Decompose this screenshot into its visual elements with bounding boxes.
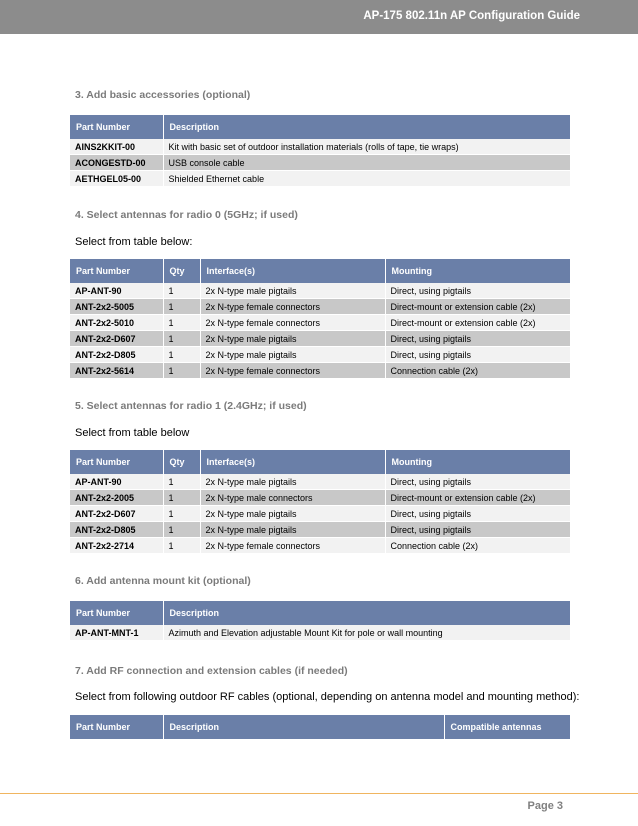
table-row	[70, 299, 570, 315]
interface-cell: 2x N-type male pigtails	[200, 331, 385, 347]
mounting-cell: Direct, using pigtails	[385, 506, 570, 522]
column-header: Description	[163, 115, 570, 139]
part-number-cell: ANT-2x2-5005	[70, 299, 163, 315]
description-cell: Kit with basic set of outdoor installation materials (rolls of tape, tie wraps)	[163, 139, 570, 155]
mounting-cell: Connection cable (2x)	[385, 363, 570, 379]
interface-cell: 2x N-type male pigtails	[200, 347, 385, 363]
page-number: Page 3	[527, 800, 563, 812]
part-number-cell: AP-ANT-90	[70, 474, 163, 490]
section-4-title: 4. Select antennas for radio 0 (5GHz; if used)	[75, 209, 298, 221]
column-header: Interface(s)	[200, 259, 385, 283]
part-number-cell: ACONGESTD-00	[70, 155, 163, 171]
section-7-intro: Select from following outdoor RF cables (optional, depending on antenna model and mounting method):	[75, 691, 580, 703]
description-cell: Azimuth and Elevation adjustable Mount Kit for pole or wall mounting	[163, 625, 570, 641]
qty-cell: 1	[163, 490, 200, 506]
mounting-cell: Direct-mount or extension cable (2x)	[385, 299, 570, 315]
description-cell: Shielded Ethernet cable	[163, 171, 570, 187]
mounting-cell: Direct, using pigtails	[385, 522, 570, 538]
table-row	[70, 331, 570, 347]
table-row	[70, 474, 570, 490]
part-number-cell: AP-ANT-MNT-1	[70, 625, 163, 641]
qty-cell: 1	[163, 363, 200, 379]
radio0-antenna-table	[70, 259, 570, 379]
interface-cell: 2x N-type female connectors	[200, 315, 385, 331]
rf-cables-table	[70, 715, 570, 739]
interface-cell: 2x N-type male connectors	[200, 490, 385, 506]
qty-cell: 1	[163, 506, 200, 522]
part-number-cell: AETHGEL05-00	[70, 171, 163, 187]
column-header: Mounting	[385, 259, 570, 283]
table-header-row	[70, 259, 570, 283]
interface-cell: 2x N-type male pigtails	[200, 522, 385, 538]
mounting-cell: Direct, using pigtails	[385, 283, 570, 299]
section-5-intro: Select from table below	[75, 427, 190, 439]
column-header: Mounting	[385, 450, 570, 474]
table-row	[70, 347, 570, 363]
part-number-cell: ANT-2x2-D607	[70, 331, 163, 347]
section-5-title: 5. Select antennas for radio 1 (2.4GHz; if used)	[75, 400, 307, 412]
column-header: Description	[163, 715, 444, 739]
table-row	[70, 625, 570, 641]
mounting-cell: Direct-mount or extension cable (2x)	[385, 490, 570, 506]
column-header: Qty	[163, 259, 200, 283]
part-number-cell: AP-ANT-90	[70, 283, 163, 299]
footer-divider	[0, 793, 638, 794]
column-header: Part Number	[70, 115, 163, 139]
section-7-title: 7. Add RF connection and extension cables (if needed)	[75, 665, 348, 677]
column-header: Description	[163, 601, 570, 625]
table-row	[70, 139, 570, 155]
table-header-row	[70, 715, 570, 739]
part-number-cell: ANT-2x2-D607	[70, 506, 163, 522]
column-header: Part Number	[70, 259, 163, 283]
interface-cell: 2x N-type male pigtails	[200, 283, 385, 299]
interface-cell: 2x N-type female connectors	[200, 538, 385, 554]
qty-cell: 1	[163, 331, 200, 347]
qty-cell: 1	[163, 474, 200, 490]
table-row	[70, 155, 570, 171]
mounting-cell: Direct, using pigtails	[385, 331, 570, 347]
part-number-cell: AINS2KKIT-00	[70, 139, 163, 155]
column-header: Interface(s)	[200, 450, 385, 474]
accessories-table	[70, 115, 570, 187]
table-row	[70, 315, 570, 331]
column-header: Part Number	[70, 715, 163, 739]
mounting-cell: Direct, using pigtails	[385, 347, 570, 363]
table-row	[70, 490, 570, 506]
part-number-cell: ANT-2x2-2005	[70, 490, 163, 506]
interface-cell: 2x N-type female connectors	[200, 299, 385, 315]
part-number-cell: ANT-2x2-D805	[70, 347, 163, 363]
qty-cell: 1	[163, 283, 200, 299]
mounting-cell: Connection cable (2x)	[385, 538, 570, 554]
description-cell: USB console cable	[163, 155, 570, 171]
column-header: Qty	[163, 450, 200, 474]
qty-cell: 1	[163, 347, 200, 363]
interface-cell: 2x N-type male pigtails	[200, 506, 385, 522]
column-header: Compatible antennas	[444, 715, 570, 739]
section-6-title: 6. Add antenna mount kit (optional)	[75, 575, 251, 587]
qty-cell: 1	[163, 299, 200, 315]
part-number-cell: ANT-2x2-5614	[70, 363, 163, 379]
part-number-cell: ANT-2x2-D805	[70, 522, 163, 538]
document-title: AP-175 802.11n AP Configuration Guide	[363, 10, 580, 22]
mounting-cell: Direct, using pigtails	[385, 474, 570, 490]
part-number-cell: ANT-2x2-2714	[70, 538, 163, 554]
table-row	[70, 171, 570, 187]
table-row	[70, 363, 570, 379]
interface-cell: 2x N-type male pigtails	[200, 474, 385, 490]
interface-cell: 2x N-type female connectors	[200, 363, 385, 379]
table-header-row	[70, 115, 570, 139]
qty-cell: 1	[163, 538, 200, 554]
qty-cell: 1	[163, 315, 200, 331]
radio1-antenna-table	[70, 450, 570, 554]
table-header-row	[70, 450, 570, 474]
mounting-cell: Direct-mount or extension cable (2x)	[385, 315, 570, 331]
table-header-row	[70, 601, 570, 625]
section-4-intro: Select from table below:	[75, 236, 193, 248]
part-number-cell: ANT-2x2-5010	[70, 315, 163, 331]
table-row	[70, 506, 570, 522]
page-header-bar	[0, 0, 638, 34]
section-3-title: 3. Add basic accessories (optional)	[75, 89, 251, 101]
table-row	[70, 522, 570, 538]
mount-kit-table	[70, 601, 570, 641]
qty-cell: 1	[163, 522, 200, 538]
column-header: Part Number	[70, 450, 163, 474]
table-row	[70, 283, 570, 299]
column-header: Part Number	[70, 601, 163, 625]
table-row	[70, 538, 570, 554]
